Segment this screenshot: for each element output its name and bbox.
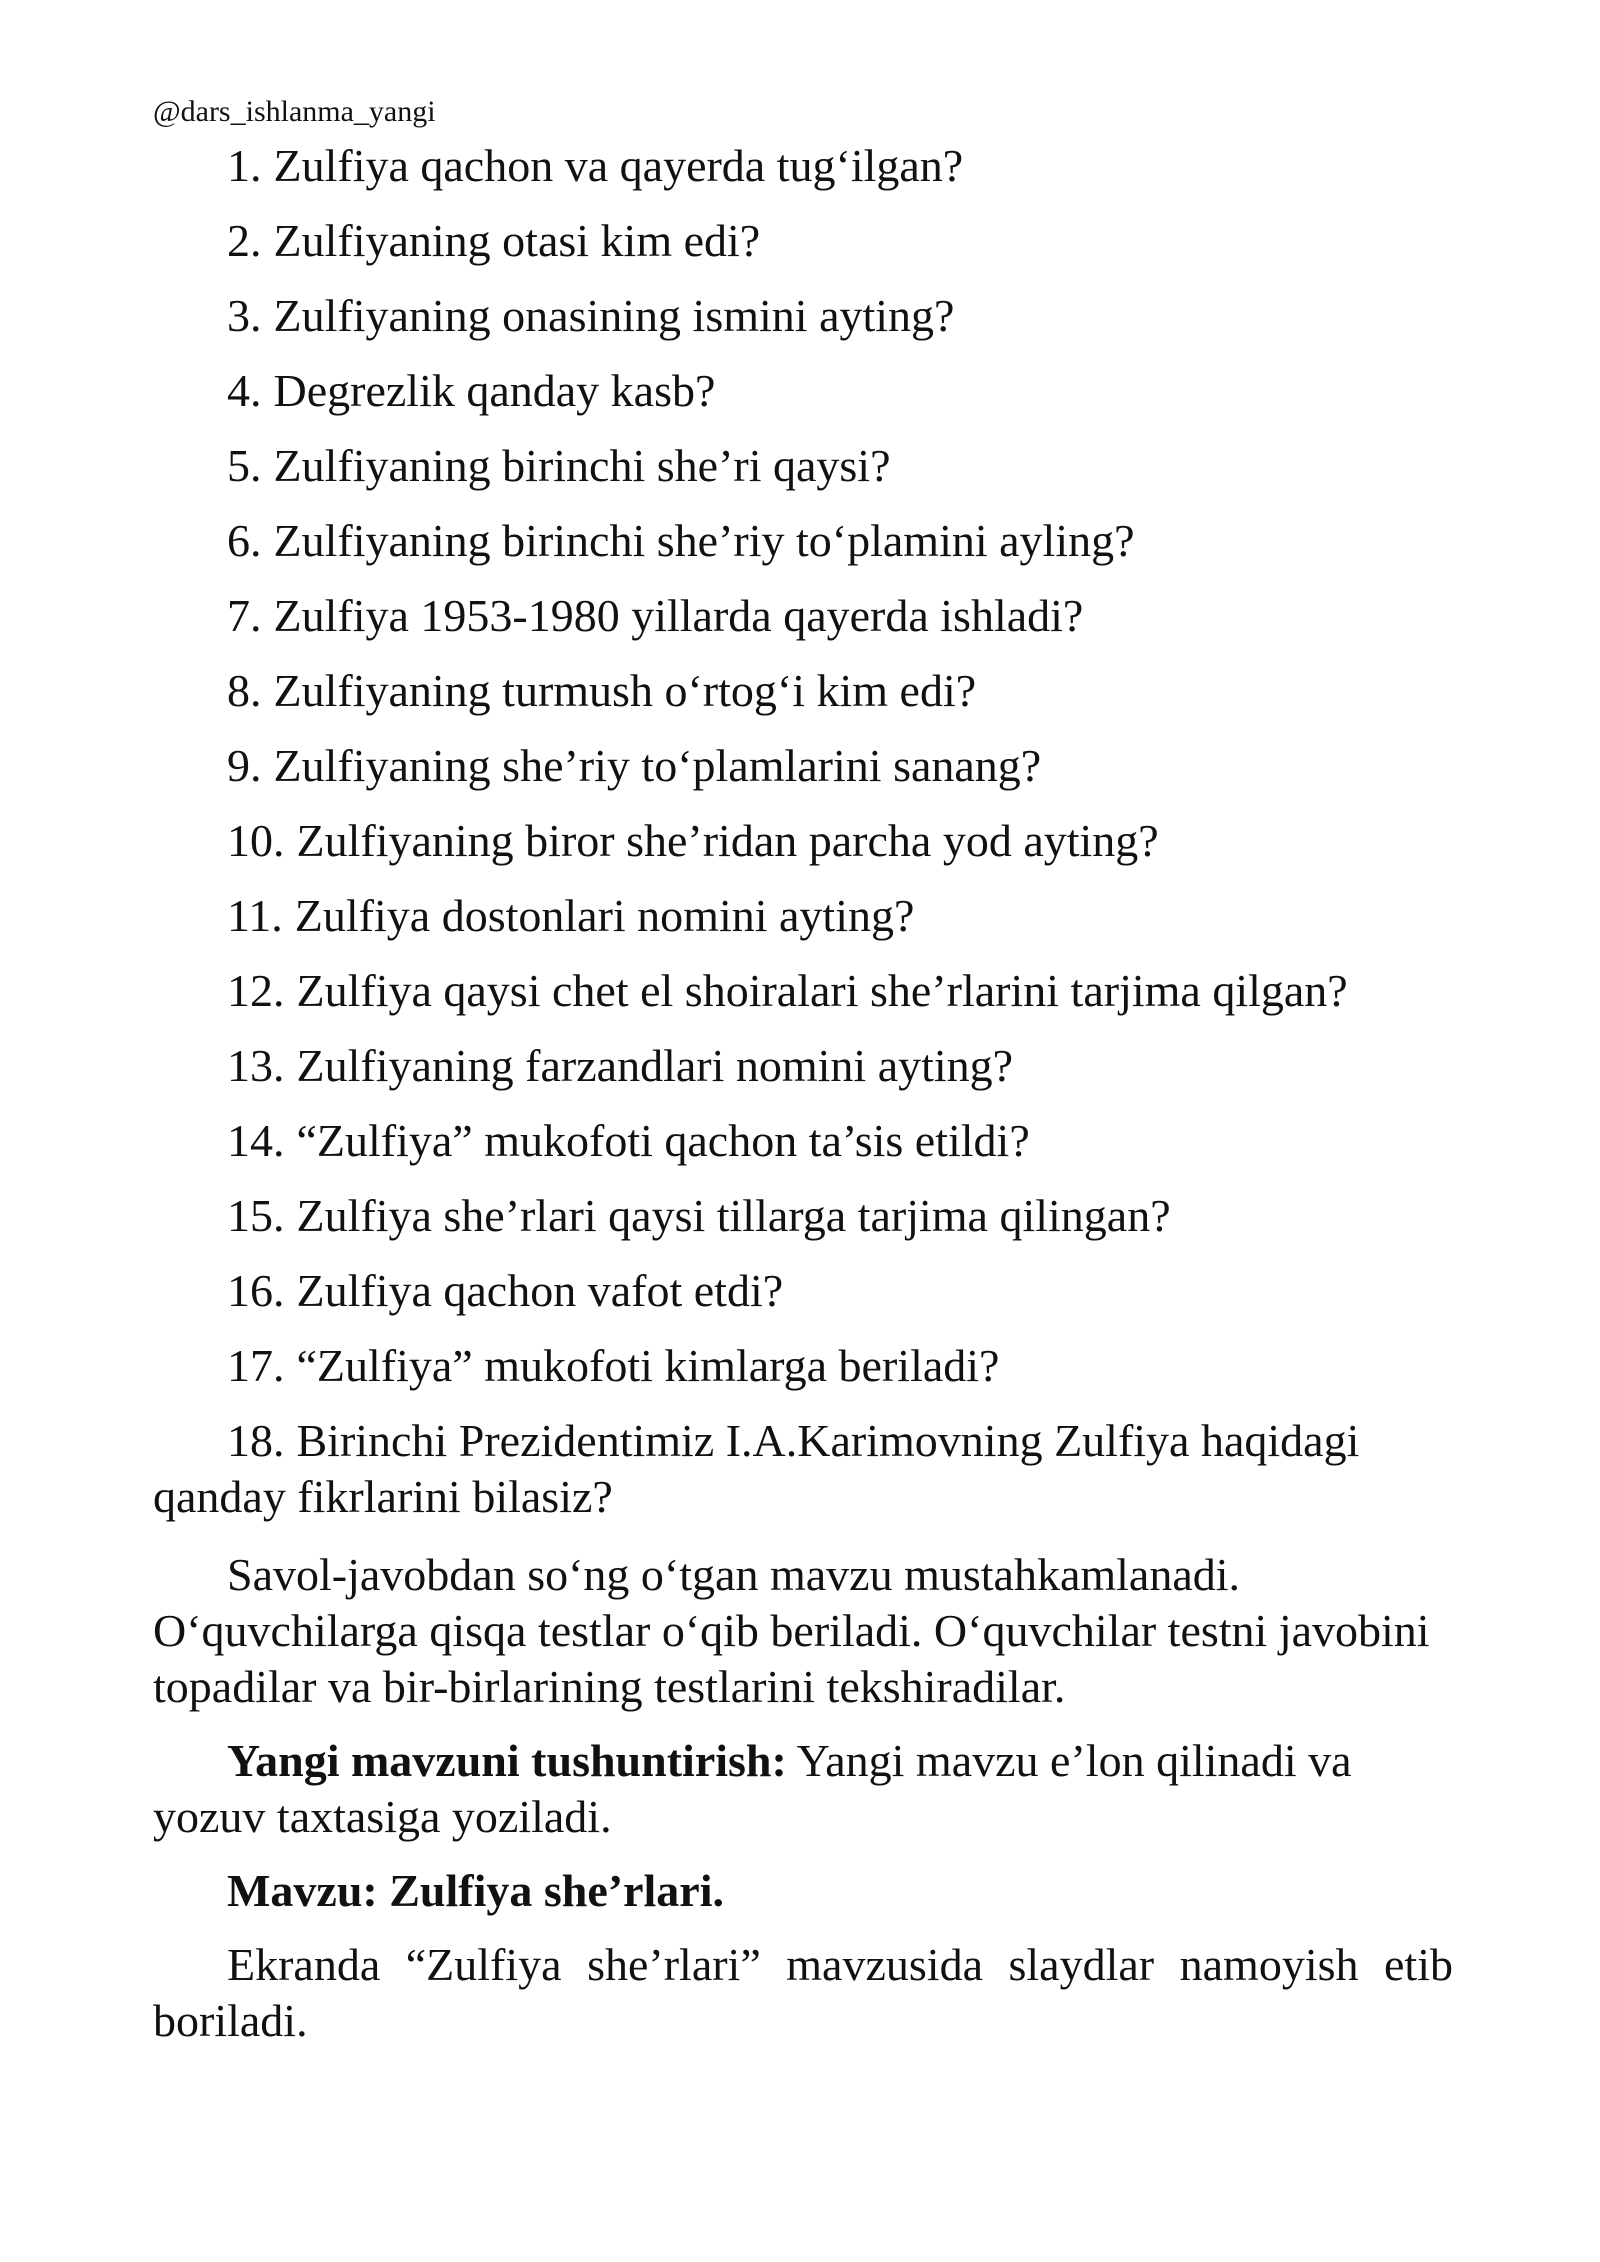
question-number: 15. (227, 1190, 285, 1241)
question-item (153, 1263, 1453, 1319)
slides-paragraph: Ekranda “Zulfiya she’rlari” mavzusida slaydlar namoyish etib boriladi. (153, 1939, 1453, 2046)
question-number: 3. (227, 290, 262, 341)
review-paragraph: Savol-javobdan so‘ng o‘tgan mavzu mustahkamlanadi. O‘quvchilarga qisqa testlar o‘qib beriladi. O‘quvchilar testni javobini topadilar va bir-birlarining testlarini tekshiradilar. (153, 1549, 1430, 1712)
question-number: 6. (227, 515, 262, 566)
question-item (153, 738, 1453, 794)
question-number: 5. (227, 440, 262, 491)
new-topic-text: Yangi mavzu e’lon qilinadi va yozuv taxtasiga yoziladi. (153, 1735, 1352, 1842)
question-text: Zulfiyaning biror she’ridan parcha yod ayting? (296, 815, 1159, 866)
question-list (153, 138, 1453, 1525)
question-number: 17. (227, 1340, 285, 1391)
question-item (153, 1113, 1453, 1169)
question-item (153, 963, 1453, 1019)
question-item (153, 438, 1453, 494)
question-text: “Zulfiya” mukofoti kimlarga beriladi? (296, 1340, 1000, 1391)
question-item (153, 888, 1453, 944)
question-item (153, 663, 1453, 719)
question-item (153, 813, 1453, 869)
question-item (153, 288, 1453, 344)
question-item (153, 588, 1453, 644)
question-text: Zulfiya qaysi chet el shoiralari she’rlarini tarjima qilgan? (296, 965, 1348, 1016)
new-topic-label: Yangi mavzuni tushuntirish: (227, 1735, 787, 1786)
watermark: @dars_ishlanma_yangi (153, 95, 436, 128)
question-text: Zulfiyaning birinchi she’ri qaysi? (273, 440, 891, 491)
question-item (153, 138, 1453, 194)
question-number: 10. (227, 815, 285, 866)
question-text: Zulfiya qachon vafot etdi? (296, 1265, 784, 1316)
topic-heading (153, 1863, 1453, 1919)
question-item (153, 363, 1453, 419)
question-text: Zulfiya dostonlari nomini ayting? (294, 890, 915, 941)
question-text: Zulfiyaning turmush o‘rtog‘i kim edi? (273, 665, 977, 716)
question-number: 2. (227, 215, 262, 266)
question-item (153, 1188, 1453, 1244)
question-number: 7. (227, 590, 262, 641)
topic-heading-text: Mavzu: Zulfiya she’rlari. (227, 1865, 724, 1916)
question-text: Zulfiyaning farzandlari nomini ayting? (296, 1040, 1014, 1091)
question-number: 4. (227, 365, 262, 416)
question-item (153, 1038, 1453, 1094)
question-text: “Zulfiya” mukofoti qachon ta’sis etildi? (296, 1115, 1030, 1166)
question-item (153, 213, 1453, 269)
new-topic-paragraph (153, 1733, 1453, 1845)
question-text: Zulfiyaning birinchi she’riy to‘plamini ayling? (273, 515, 1135, 566)
question-number: 14. (227, 1115, 285, 1166)
question-item (153, 1413, 1453, 1525)
question-number: 13. (227, 1040, 285, 1091)
question-number: 18. (227, 1415, 285, 1466)
question-item (153, 513, 1453, 569)
question-text: Zulfiyaning otasi kim edi? (273, 215, 761, 266)
question-text: Zulfiya 1953-1980 yillarda qayerda ishladi? (273, 590, 1084, 641)
question-item (153, 1338, 1453, 1394)
question-text: Zulfiya she’rlari qaysi tillarga tarjima qilingan? (296, 1190, 1171, 1241)
question-number: 8. (227, 665, 262, 716)
question-text: Zulfiyaning onasining ismini ayting? (273, 290, 955, 341)
question-number: 12. (227, 965, 285, 1016)
question-text: Degrezlik qanday kasb? (273, 365, 716, 416)
document-page (153, 92, 1453, 2067)
question-number: 16. (227, 1265, 285, 1316)
question-text: Zulfiya qachon va qayerda tug‘ilgan? (273, 140, 964, 191)
question-number: 1. (227, 140, 262, 191)
question-text: Birinchi Prezidentimiz I.A.Karimovning Zulfiya haqidagi qanday fikrlarini bilasiz? (153, 1415, 1360, 1522)
question-number: 11. (227, 890, 283, 941)
question-number: 9. (227, 740, 262, 791)
question-text: Zulfiyaning she’riy to‘plamlarini sanang? (273, 740, 1042, 791)
